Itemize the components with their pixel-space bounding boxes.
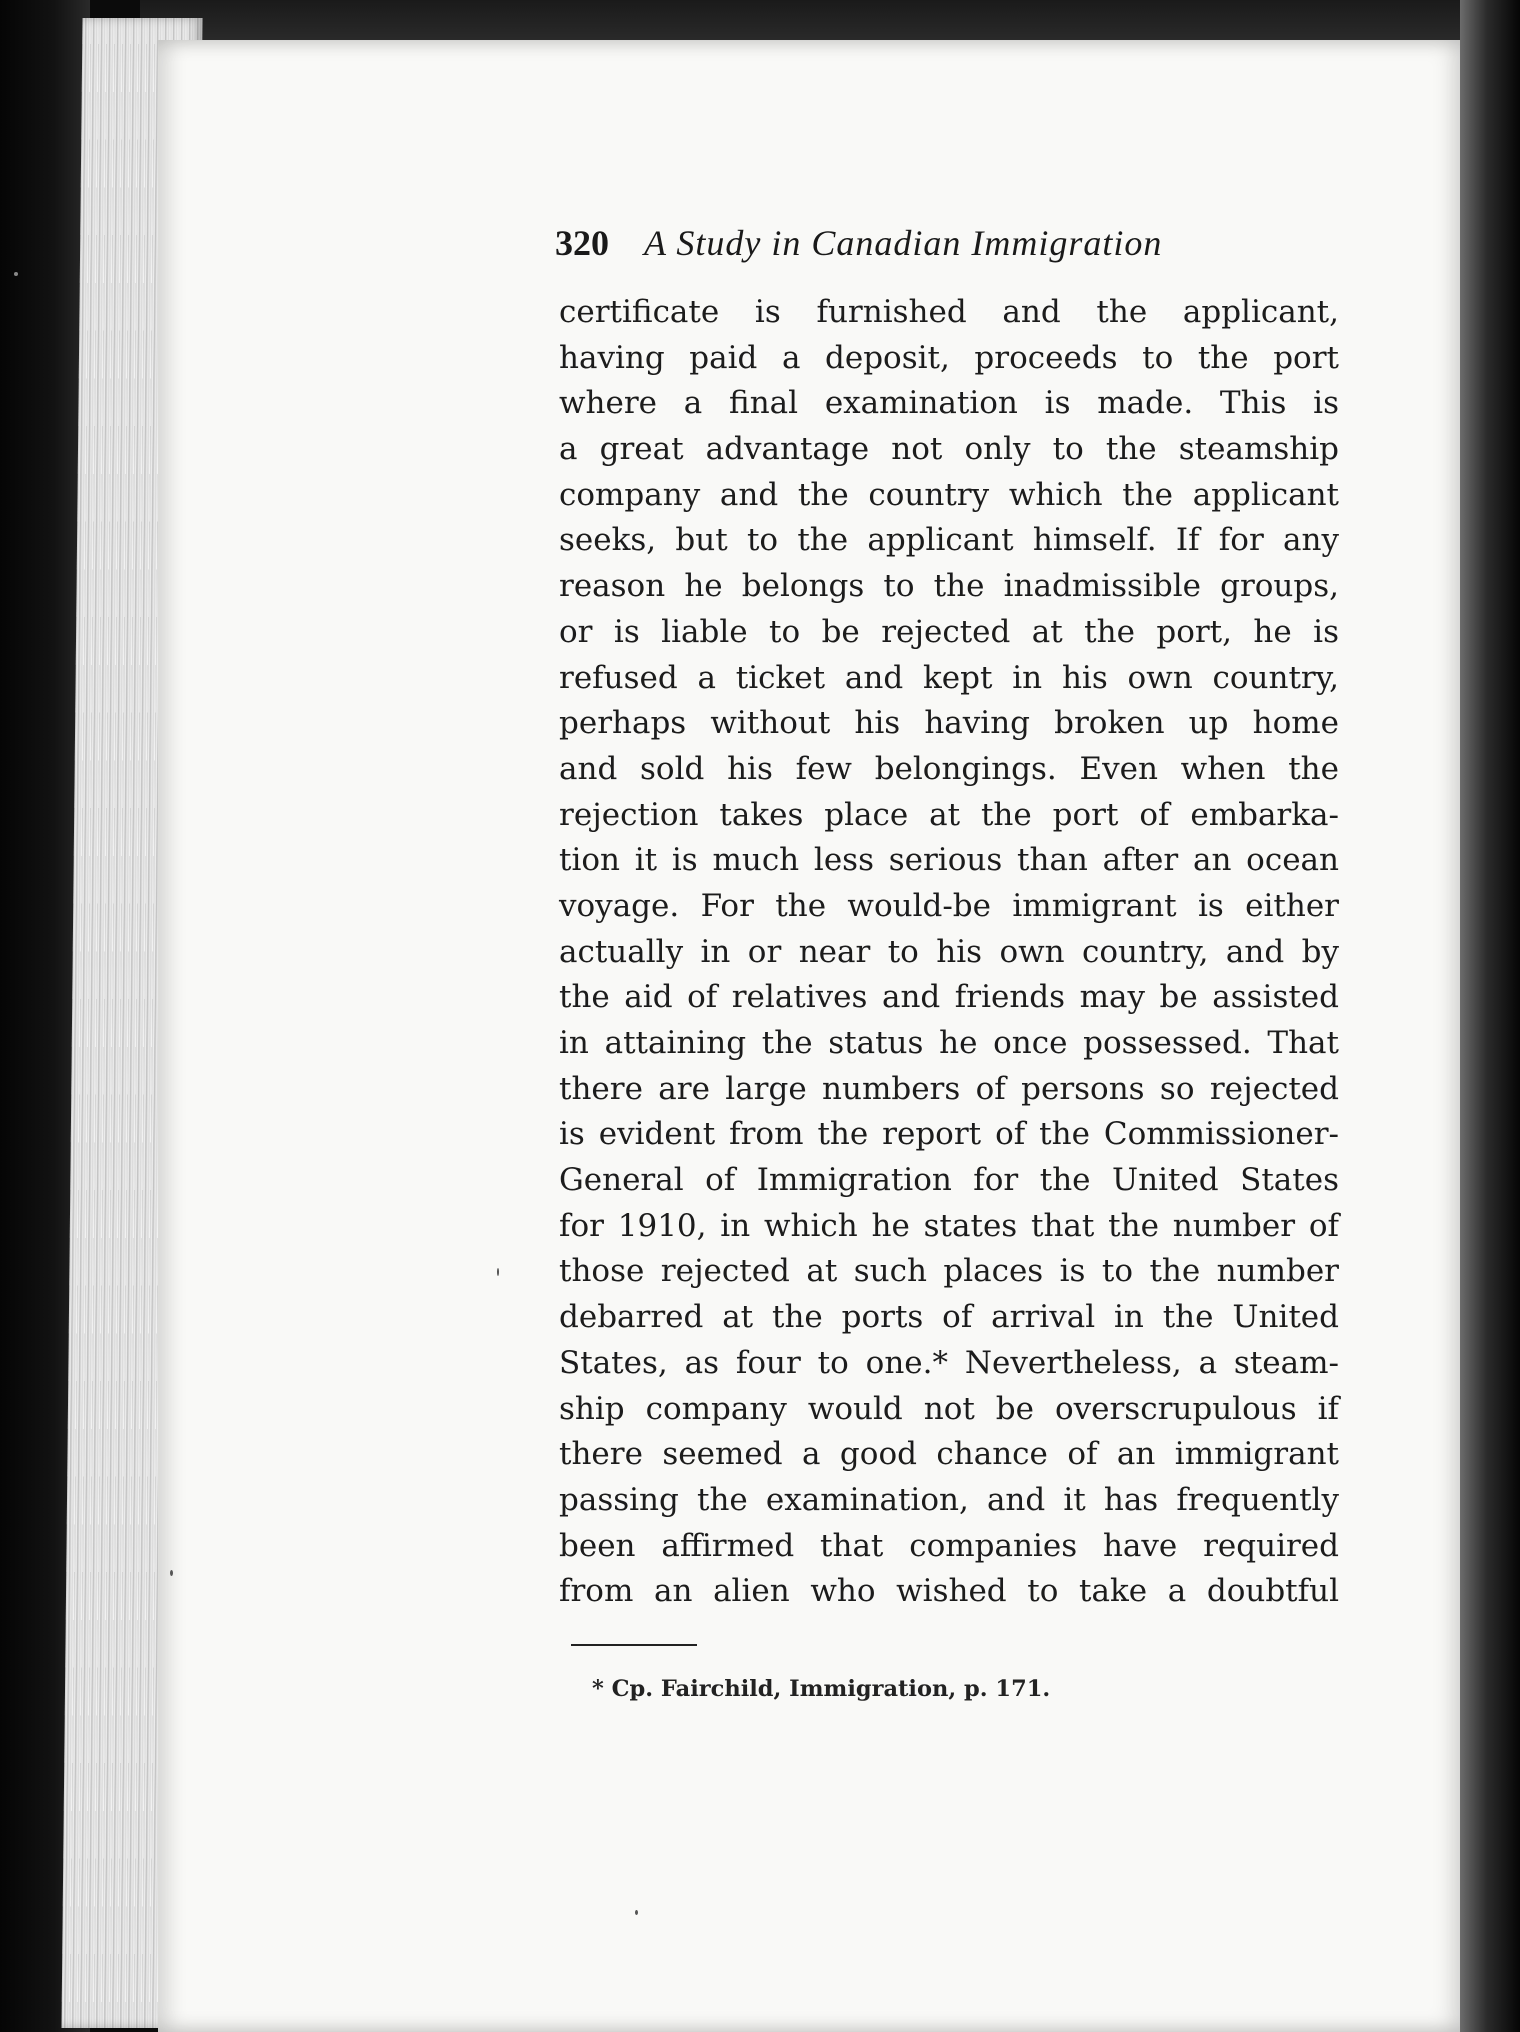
text-line: those rejected at such places is to the number [559, 1253, 1339, 1290]
text-line: voyage. For the would-be immigrant is either [559, 887, 1339, 924]
scan-speck [635, 1910, 638, 1915]
text-line: and sold his few belongings. Even when the [559, 750, 1339, 787]
running-title: A Study in Canadian Immigration [644, 223, 1163, 263]
text-line: the aid of relatives and friends may be assisted [559, 979, 1339, 1016]
footnote: * Cp. Fairchild, Immigration, p. 171. [592, 1676, 1051, 1702]
scan-speck [170, 1570, 173, 1576]
footnote-rule [571, 1644, 697, 1646]
text-line: seeks, but to the applicant himself. If for any [559, 522, 1339, 559]
text-line: having paid a deposit, proceeds to the port [559, 339, 1339, 376]
text-line: company and the country which the applicant [559, 476, 1339, 513]
text-line: rejection takes place at the port of embarka- [559, 796, 1339, 833]
scan-speck [497, 1268, 499, 1276]
text-line: certificate is furnished and the applicant, [559, 294, 1339, 330]
text-line: ship company would not be overscrupulous if [559, 1390, 1339, 1427]
text-line: in attaining the status he once possessed. That [559, 1025, 1339, 1061]
text-line: reason he belongs to the inadmissible groups, [559, 568, 1339, 605]
scan-speck [14, 272, 18, 276]
text-line: there seemed a good chance of an immigrant [559, 1436, 1339, 1473]
text-line: tion it is much less serious than after an ocean [559, 842, 1339, 879]
text-line: or is liable to be rejected at the port, he is [559, 613, 1339, 650]
text-line: for 1910, in which he states that the number of [559, 1207, 1339, 1244]
text-line: a great advantage not only to the steamship [559, 431, 1339, 468]
body-text [559, 290, 1339, 1615]
page-number: 320 [555, 223, 609, 263]
text-line: refused a ticket and kept in his own country, [559, 659, 1339, 696]
text-line: passing the examination, and it has frequently [559, 1481, 1339, 1518]
text-line: debarred at the ports of arrival in the United [559, 1299, 1339, 1336]
text-line: where a final examination is made. This is [559, 385, 1339, 422]
text-line: from an alien who wished to take a doubtful [559, 1573, 1339, 1610]
text-line: been affirmed that companies have required [559, 1527, 1339, 1564]
text-line: is evident from the report of the Commissioner- [559, 1116, 1339, 1153]
text-line: actually in or near to his own country, and by [559, 933, 1339, 970]
text-line: perhaps without his having broken up home [559, 705, 1339, 742]
text-line: States, as four to one.* Nevertheless, a steam- [559, 1344, 1339, 1381]
text-line: there are large numbers of persons so rejected [559, 1070, 1339, 1107]
book-gutter [1460, 0, 1520, 2032]
running-header [555, 222, 1295, 278]
text-line: General of Immigration for the United States [559, 1162, 1339, 1199]
